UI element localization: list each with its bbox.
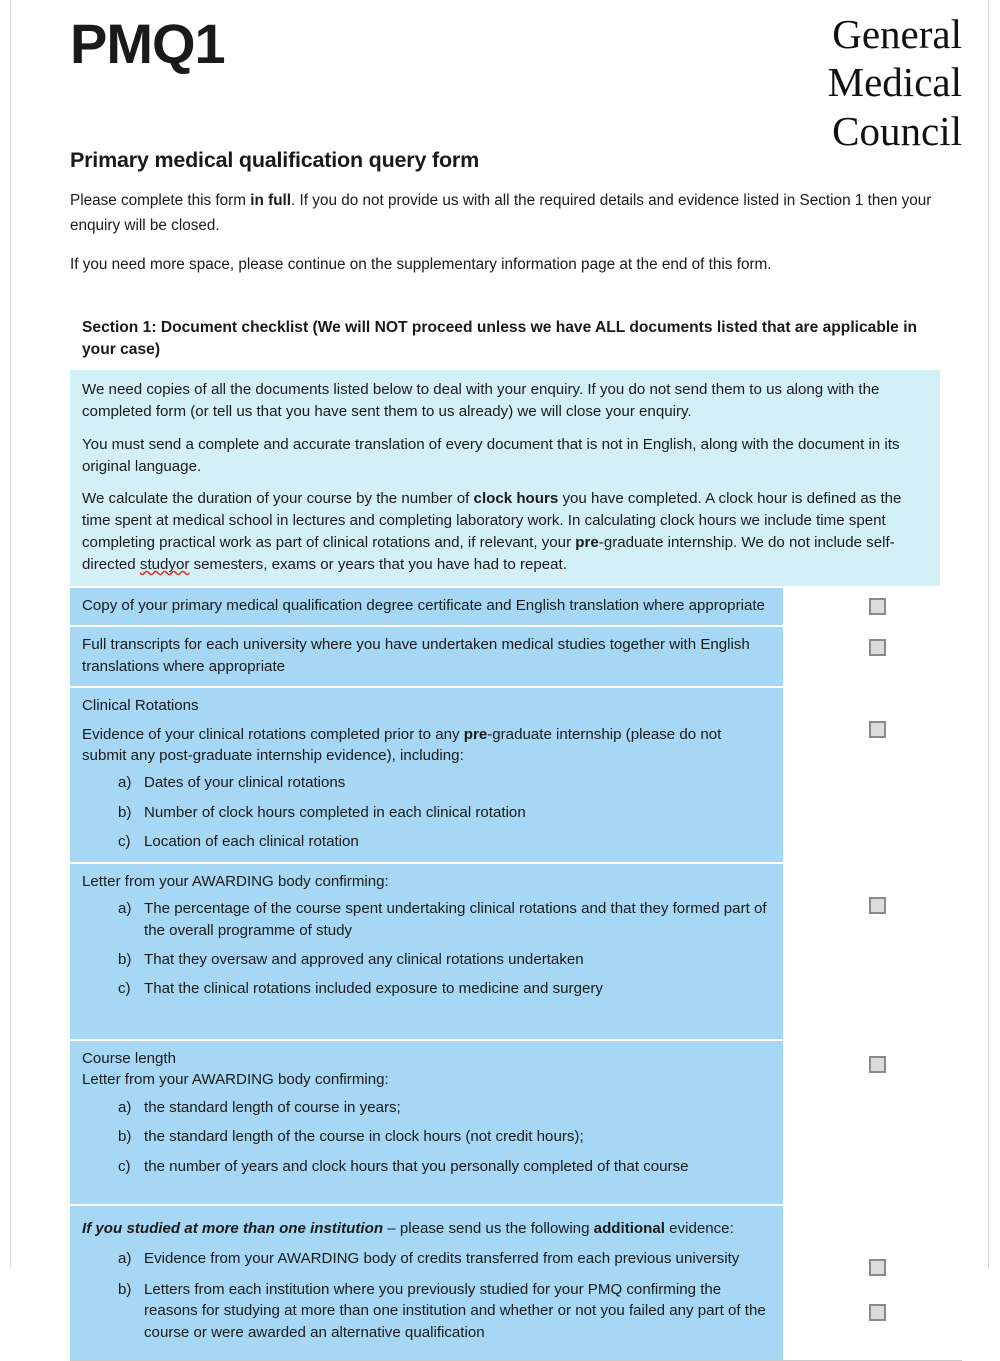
list-marker: a)	[118, 900, 132, 918]
row-6-trailing-space	[82, 1343, 769, 1351]
intro-p1-part-a: Please complete this form	[70, 192, 251, 209]
checklist-row-6-checkbox-cell	[783, 1206, 962, 1360]
list-item	[82, 1279, 769, 1343]
list-item	[82, 831, 769, 852]
checklist-row-2-body	[70, 627, 783, 686]
course-length-list	[82, 1097, 769, 1177]
row3-lead-bold-pre: pre	[463, 725, 488, 743]
list-item-text: the standard length of course in years;	[144, 1098, 401, 1116]
page-edge-right-rule	[988, 0, 989, 1268]
info-p3-part-b: you have completed. A clock hour is defined as the time spent at medical school in lectures and completing laboratory work. In calculating clock hours we include time spent completing practical work as part of clinical rotations and, if relevant, your	[82, 490, 902, 552]
list-marker: c)	[118, 833, 131, 851]
info-p3-part-d: semesters, exams or years that you have had to repeat.	[189, 556, 567, 574]
list-marker: a)	[118, 774, 132, 792]
info-p3-part-c: -graduate internship. We do not include self-directed	[82, 534, 895, 574]
gmc-logo-line-1: General	[832, 11, 962, 57]
list-marker: c)	[118, 980, 131, 998]
gmc-logo-line-3: Council	[832, 107, 962, 154]
info-p3-bold-clock-hours: clock hours	[473, 490, 559, 508]
checkbox-full-transcripts[interactable]	[869, 639, 886, 656]
list-item-text: the standard length of the course in clock hours (not credit hours);	[144, 1128, 584, 1146]
intro-paragraph-1	[70, 189, 932, 239]
list-marker: b)	[118, 1128, 132, 1146]
list-item-text: Location of each clinical rotation	[144, 833, 359, 851]
section-1-info-box	[70, 370, 940, 586]
list-item-text: That they oversaw and approved any clinical rotations undertaken	[144, 951, 584, 969]
checklist-row-2-text: Full transcripts for each university where you have undertaken medical studies together with English translations where appropriate	[82, 636, 750, 675]
list-item-text: the number of years and clock hours that you personally completed of that course	[144, 1157, 689, 1175]
list-item-text: That the clinical rotations included exposure to medicine and surgery	[144, 980, 603, 998]
section-1-heading: Section 1: Document checklist (We will NOT proceed unless we have ALL documents listed that are applicable in your case)	[82, 319, 918, 359]
multiple-institution-list	[82, 1248, 769, 1343]
list-item	[82, 978, 769, 999]
page-edge-left-rule	[10, 0, 11, 1268]
multiple-institution-lead	[82, 1218, 769, 1239]
list-marker: c)	[118, 1157, 131, 1175]
checklist-row-4-checkbox-cell	[783, 864, 962, 1039]
awarding-body-letter-lead: Letter from your AWARDING body confirming:	[82, 872, 389, 890]
document-header	[70, 0, 962, 154]
gmc-logo-line-2: Medical	[827, 59, 962, 106]
checklist-row-5-body	[70, 1041, 783, 1204]
row3-lead-part-a: Evidence of your clinical rotations completed prior to any	[82, 725, 464, 743]
course-length-lead: Letter from your AWARDING body confirming:	[82, 1071, 389, 1089]
checklist-row-3-body	[70, 688, 783, 862]
row6-lead-part-b: evidence:	[664, 1219, 734, 1237]
list-marker: b)	[118, 803, 132, 821]
checklist-row	[70, 686, 962, 862]
clinical-rotations-lead	[82, 724, 769, 767]
intro-paragraph-2: If you need more space, please continue on the supplementary information page at the end of this form.	[70, 255, 772, 273]
list-item	[82, 1097, 769, 1118]
list-item	[82, 772, 769, 793]
checkbox-institution-letters[interactable]	[869, 1304, 886, 1321]
list-item-text: Number of clock hours completed in each clinical rotation	[144, 803, 526, 821]
checklist-row-3-checkbox-cell	[783, 688, 962, 862]
checkbox-credits-transferred-evidence[interactable]	[869, 1259, 886, 1276]
checklist-row	[70, 588, 962, 625]
document-checklist-table	[70, 588, 962, 1361]
checklist-row	[70, 1039, 962, 1204]
checklist-row-4-body	[70, 864, 783, 1039]
checklist-row-1-text: Copy of your primary medical qualification degree certificate and English translation where appropriate	[82, 596, 765, 614]
list-item	[82, 1156, 769, 1177]
list-marker: b)	[118, 1280, 132, 1298]
row-4-trailing-space	[82, 1000, 769, 1030]
gmc-logo	[828, 10, 962, 155]
checklist-row-5-checkbox-cell	[783, 1041, 962, 1204]
list-item	[82, 949, 769, 970]
awarding-body-letter-list	[82, 898, 769, 1000]
list-item-text: The percentage of the course spent undertaking clinical rotations and that they formed part of the overall programme of study	[144, 900, 767, 939]
info-box-paragraph-2: You must send a complete and accurate translation of every document that is not in English, along with the document in its original language.	[82, 435, 900, 475]
document-code: PMQ1	[70, 12, 225, 75]
form-title: Primary medical qualification query form	[70, 148, 479, 172]
checkbox-degree-certificate[interactable]	[869, 598, 886, 615]
checklist-row-1-checkbox-cell	[783, 588, 962, 625]
checklist-row	[70, 625, 962, 686]
list-item	[82, 1248, 769, 1269]
list-marker: a)	[118, 1098, 132, 1116]
list-marker: a)	[118, 1250, 132, 1268]
intro-p1-part-b: . If you do not provide us with all the required details and evidence listed in Section 1 then your enquiry will be closed.	[70, 192, 932, 234]
info-box-paragraph-3	[82, 488, 926, 576]
checklist-row-6-body	[70, 1206, 783, 1360]
checkbox-course-length-letter[interactable]	[869, 1056, 886, 1073]
clinical-rotations-title: Clinical Rotations	[82, 697, 199, 715]
list-item	[82, 898, 769, 941]
info-p3-part-a: We calculate the duration of your course by the number of	[82, 490, 474, 508]
row6-lead-bold-additional: additional	[593, 1219, 665, 1237]
list-item-text: Dates of your clinical rotations	[144, 774, 346, 792]
row6-lead-bold-italic: If you studied at more than one institution	[82, 1219, 384, 1237]
course-length-title: Course length	[82, 1049, 176, 1067]
checklist-row-1-body	[70, 588, 783, 625]
clinical-rotations-list	[82, 772, 769, 852]
checklist-row-2-checkbox-cell	[783, 627, 962, 686]
intro-p1-bold: in full	[250, 192, 292, 209]
list-item-text: Letters from each institution where you previously studied for your PMQ confirming the reasons for studying at more than one institution and whether or not you failed any part of the course or were awarded an alternative qualification	[144, 1280, 766, 1341]
list-item	[82, 802, 769, 823]
info-p3-bold-pre: pre	[575, 534, 599, 552]
checkbox-clinical-rotations-evidence[interactable]	[869, 721, 886, 738]
row6-lead-part-a: – please send us the following	[383, 1219, 594, 1237]
list-item	[82, 1126, 769, 1147]
list-item-text: Evidence from your AWARDING body of credits transferred from each previous university	[144, 1250, 740, 1268]
spellcheck-flagged-word: studyor	[139, 556, 190, 574]
checklist-row	[70, 862, 962, 1039]
info-box-paragraph-1: We need copies of all the documents listed below to deal with your enquiry. If you do not send them to us along with the completed form (or tell us that you have sent them to us already) we will close your enquiry.	[82, 380, 880, 420]
checkbox-awarding-body-rotations-letter[interactable]	[869, 897, 886, 914]
list-marker: b)	[118, 951, 132, 969]
page-content	[70, 0, 962, 1361]
row3-lead-part-b: -graduate internship (please do not submit any post-graduate internship evidence), including:	[82, 725, 722, 765]
row-5-trailing-space	[82, 1177, 769, 1195]
checklist-row	[70, 1204, 962, 1360]
